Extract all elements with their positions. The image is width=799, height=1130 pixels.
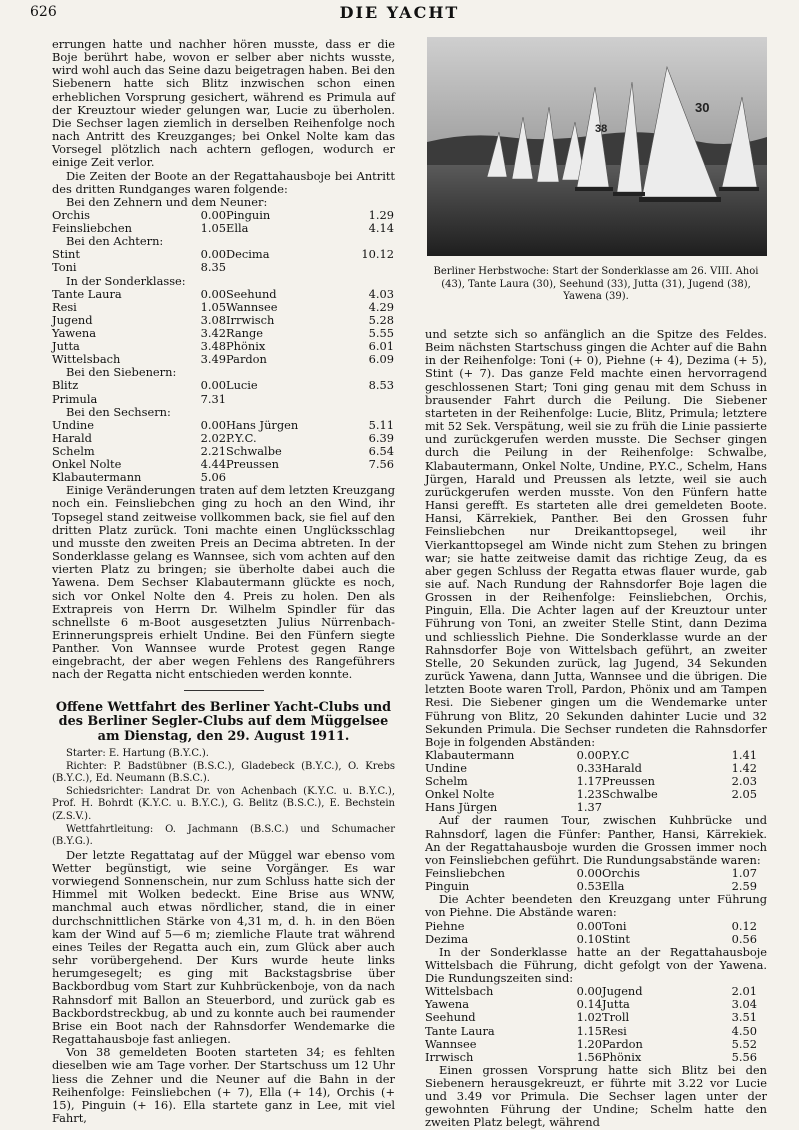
boat-name [226,393,332,406]
table-row [52,393,394,406]
boat-name: P.Y.C. [226,430,257,445]
boat-name: Schwalbe [602,787,658,802]
boat-name: Jutta [602,997,630,1012]
left-paragraph-3: Der letzte Regattatag auf der Müggel war ebenso vom Wetter begünstigt, wie seine Vorgänger. Es war vorwiegend Sonnenschein, nur zum Schluss hatte sich der Himmel mit Wolken bedeckt. Eine Brise aus WNW, manchmal auch etwas nördlicher, stand, die in einer durchschnittlichen Stärke von 4,31 m, d. h. in den Böen kam der Wind auf 5—6 m; ziemliche Flaute trat während eines Teiles der Regatta auch ein, zum Glück aber auch sehr vorübergehend. Der Kurs wurde heute links herumgesegelt; es ging mit Backstagsbrise über Backbordbug vom Start zur Kuhbrückenboje, von da nach Rahnsdorf mit Ballon an Steuerbord, und zurück gab es Backbordstreckbug, ab und zu konnte auch bei raumender Brise ein Boot nach der Rahnsdorfer Wendemarke die Regattahausboje fast anliegen. [52,847,395,1047]
table-row [52,419,394,432]
results-table [52,419,394,484]
results-table [52,288,394,367]
sechser-distances-table [425,749,767,814]
time-value: 0.00 [200,286,226,301]
boat-name: Irrwisch [425,1049,474,1064]
boat-name: Yawena [52,326,97,340]
time-value: 0.00 [200,378,226,393]
results-table [425,867,757,893]
right-paragraph-5: Einen grossen Vorsprung hatte sich Blitz bei den Siebenern herausgekreuzt, er führte mit 3.22 vor Lucie und 3.49 vor Primula. Die Sechser lagen unter der gewohnten Führung der Undine; Schelm hatte den zweiten Platz belegt, während [425,1062,767,1130]
boat-name: Wannsee [226,299,278,314]
time-value: 1.02 [576,1010,602,1025]
boat-name: Phönix [226,339,266,354]
results-table [52,379,394,405]
sailboats-image [427,37,767,256]
right-column [425,328,767,1130]
table-row [52,301,394,314]
time-value: 10.12 [361,247,394,262]
boat-name: Stint [602,931,630,946]
time-value: 2.01 [731,984,757,999]
time-value: 0.10 [576,931,602,946]
boat-name: Ella [602,879,625,894]
time-value: 4.03 [368,286,394,301]
officials-schiedsrichter: Schiedsrichter: Landrat Dr. von Achenbach (K.Y.C. u. B.Y.C.), Prof. H. Bohrdt (K.Y.C. u. B.Y.C.), G. Belitz (B.S.C.), E. Bechstein (Z.S.V.). [52,785,395,823]
boat-name: Feinsliebchen [52,221,132,236]
time-value: 2.02 [200,430,226,445]
left-paragraph-4: Von 38 gemeldeten Booten starteten 34; es fehlten dieselben wie am Tage vorher. Der Startschuss um 12 Uhr liess die Zehner und die Neuner auf die Bahn in der Reihenfolge: Feinsliebchen (+ 7), Ella (+ 14), Orchis (+ 15), Pinguin (+ 16). Ella startete ganz in Lee, mit viel Fahrt, [52,1045,395,1125]
results-table [425,985,757,1064]
time-value: 6.09 [368,352,394,367]
boat-name: P.Y.C [602,748,630,762]
class-group-label: Bei den Zehnern und dem Neuner: [66,194,268,209]
right-paragraph-2: Auf der raumen Tour, zwischen Kuhbrücke und Rahnsdorf, lagen die Fünfer: Panther, Hansi, Kärrekiek. An der Regattahausboje wurden die Grossen immer noch von Feinsliebchen geführt. Die Rundungsabstände waren: [425,813,767,867]
time-value: 2.05 [731,787,757,802]
boat-name: Wannsee [425,1036,477,1051]
page-number: 626 [30,4,57,20]
boat-name: Resi [52,299,77,314]
time-value: 8.35 [200,260,226,275]
time-value: 3.49 [200,352,226,367]
boat-name: Klabautermann [425,748,515,762]
left-column [52,38,395,1125]
table-row [425,1051,757,1064]
boat-name: Troll [602,1010,630,1025]
time-value: 0.00 [576,748,602,762]
time-value: 0.00 [200,417,226,432]
time-value: 5.56 [731,1049,757,1064]
time-value: 3.42 [200,326,226,340]
time-value: 5.52 [731,1036,757,1051]
time-value: 1.42 [731,761,757,776]
boat-name: Tante Laura [425,1023,495,1038]
boat-name: Blitz [52,378,79,393]
time-value: 2.59 [731,879,757,894]
left-intro-paragraph: errungen hatte und nachher hören musste, dass er die Boje berührt habe, wovon er selber aber nichts wusste, wird wohl auch das Seine dazu beigetragen haben. Bei den Siebenern hatte sich Blitz inzwischen schon einen erheblichen Vorsprung gesichert, während es Primula auf der Kreuztour wieder gelungen war, Lucie zu überholen. Die Sechser lagen ziemlich in derselben Reihenfolge noch nach Antritt des Kreuzganges; bei Onkel Nolte kam das Vorsegel plötzlich nach achtern geflogen, wodurch er einige Zeit verlor. [52,37,395,170]
boat-name: Preussen [602,774,655,789]
boat-name: Wittelsbach [52,352,121,367]
time-value: 0.00 [200,208,226,223]
time-value: 7.31 [200,391,226,406]
class-group-label: Bei den Sechsern: [66,404,171,419]
time-value: 4.44 [200,457,226,472]
time-value: 2.03 [731,774,757,789]
table-row [52,261,394,274]
time-value: 1.20 [576,1036,602,1051]
boat-name: Resi [602,1023,627,1038]
boat-name: Stint [52,247,80,262]
officials-richter: Richter: P. Badstübner (B.S.C.), Gladebeck (B.Y.C.), O. Krebs (B.Y.C.), Ed. Neumann (B.S.C.). [52,760,395,785]
table-row [425,1025,757,1038]
achter-distances-table [425,920,767,946]
time-value: 1.56 [576,1049,602,1064]
time-value: 5.11 [368,417,394,432]
time-value: 0.00 [576,866,602,881]
boat-name: Pardon [226,352,267,367]
sonderklasse-times-table [425,985,767,1064]
boat-name: Primula [52,391,98,406]
boat-name: Hans Jürgen [425,800,498,815]
boat-name: Undine [425,761,467,776]
boat-name: Irrwisch [226,312,275,327]
time-value: 5.06 [200,470,226,485]
time-value: 6.01 [368,339,394,354]
boat-name: Phönix [602,1049,642,1064]
time-value: 4.50 [731,1023,757,1038]
right-paragraph-3: Die Achter beendeten den Kreuzgang unter Führung von Piehne. Die Abstände waren: [425,892,767,920]
time-value: 0.00 [200,247,226,262]
time-value: 1.05 [200,299,226,314]
officials-starter: Starter: E. Hartung (B.Y.C.). [66,748,209,760]
class-group-label: In der Sonderklasse: [66,273,186,288]
time-value [332,261,394,274]
times-tables [52,196,395,484]
time-value: 1.15 [576,1023,602,1038]
boat-name: Ella [226,221,249,236]
time-value: 0.00 [576,984,602,999]
time-value: 0.53 [576,879,602,894]
boat-name [226,261,332,274]
journal-title: DIE YACHT [339,3,460,22]
class-group-label: Bei den Siebenern: [66,365,177,380]
time-value: 3.04 [731,997,757,1012]
boat-name: Pinguin [226,208,271,223]
boat-name: Toni [52,260,77,275]
officials-wettfahrtleitung: Wettfahrtleitung: O. Jachmann (B.S.C.) und Schumacher (B.Y.G.). [52,823,395,848]
boat-name: Dezima [425,931,469,946]
boat-name: Preussen [226,457,279,472]
time-value: 7.56 [368,457,394,472]
right-paragraph-1: und setzte sich so anfänglich an die Spitze des Feldes. Beim nächsten Startschuss gingen die Achter auf die Bahn in der Reihenfolge: Toni (+ 0), Piehne (+ 4), Dezima (+ 5), Stint (+ 7). Das ganze Feld machte einen hervorragend geschlossenen Start; Toni ging genau mit dem Schuss in brausender Fahrt durch die Peilung. Die Siebener starteten in der Reihenfolge: Lucie, Blitz, Primula; letztere mit 52 Sek. Verspätung, weil sie zu früh die Linie passierte und zurückgerufen werden musste. Die Sechser gingen durch die Peilung in der Reihenfolge: Schwalbe, Klabautermann, Onkel Nolte, Undine, P.Y.C., Schelm, Hans Jürgen, Harald und Preussen als letzte, weil sie auch zurückgerufen werden musste. Von den Fünfern hatte Hansi gerefft. Es starteten alle drei gemeldeten Boote. Hansi, Kärrekiek, Panther. Bei den Grossen fuhr Feinsliebchen nur Dreikanttopsegel, weil ihr Vierkanttopsegel am Winde nicht zum Stehen zu bringen war; sie hatte zeitweise damit das richtige Zeug, da es aber gegen Schluss der Regatta etwas flauer wurde, gab sie auf. Nach Rundung der Rahnsdorfer Boje lagen die Grossen in der Reihenfolge: Feinsliebchen, Orchis, Pinguin, Ella. Die Achter lagen auf der Kreuztour unter Führung von Toni, an zweiter Stelle Stint, dann Dezima und schliesslich Piehne. Die Sonderklasse wurde an der Rahnsdorfer Boje von Wittelsbach geführt, an zweiter Stelle, 20 Sekunden zurück, lag Jugend, 34 Sekunden zurück Yawena, dann Jutta, Wannsee und die übrigen. Die letzten Boote waren Troll, Pardon, Phönix und am Tampen Resi. Die Siebener gingen um die Wendemarke unter Führung von Blitz, 20 Sekunden dahinter Lucie und 32 Sekunden Primula. Die Sechser rundeten die Rahnsdorfer Boje in folgenden Abständen: [425,327,767,749]
boat-name: Jugend [602,984,643,999]
results-table [52,248,394,274]
boat-name: Pardon [602,1036,643,1051]
photo-caption: Berliner Herbstwoche: Start der Sonderklasse am 26. VIII. Ahoi (43), Tante Laura (30), Seehund (33), Jutta (31), Jugend (38), Yawena (39). [433,266,759,302]
class-group-label: Bei den Achtern: [66,234,164,249]
grossen-distances-table [425,867,767,893]
boat-name: Orchis [602,866,640,881]
boat-name: Decima [226,247,270,262]
boat-name: Seehund [226,286,277,301]
boat-name: Wittelsbach [425,984,494,999]
boat-name: Harald [602,761,642,776]
time-value: 0.56 [731,931,757,946]
time-value [332,393,394,406]
boat-name: Schwalbe [226,443,282,458]
time-value: 1.17 [576,774,602,789]
boat-name: Schelm [425,774,468,789]
table-row [425,1011,757,1024]
time-value: 1.37 [576,800,602,815]
time-value: 0.12 [731,918,757,933]
time-value: 1.23 [576,787,602,802]
time-value: 1.41 [731,748,757,762]
boat-name: Pinguin [425,879,470,894]
boat-name: Seehund [425,1010,476,1025]
boat-name: Tante Laura [52,286,122,301]
section-divider [184,690,264,691]
boat-name: Yawena [425,997,470,1012]
time-value: 6.39 [368,430,394,445]
table-row [52,432,394,445]
boat-name: Lucie [226,378,258,393]
time-value: 0.00 [576,918,602,933]
boat-name: Orchis [52,208,90,223]
table-row [425,1038,757,1051]
time-value: 6.54 [368,443,394,458]
time-value: 1.29 [368,208,394,223]
boat-name: Toni [602,918,627,933]
boat-name: Undine [52,417,94,432]
sail-number-38: 38 [595,123,608,135]
time-value: 2.21 [200,443,226,458]
boat-name: Harald [52,430,92,445]
boat-name: Range [226,326,263,340]
sail-number-30: 30 [695,100,710,115]
table-row [425,920,757,933]
boat-name: Feinsliebchen [425,866,505,881]
regatta-photo [427,37,767,256]
boat-name: Hans Jürgen [226,417,299,432]
times-intro: Die Zeiten der Boote an der Regattahausboje bei Antritt des dritten Rundganges waren folgende: [52,168,395,196]
results-table [52,209,394,235]
boat-name: Piehne [425,918,465,933]
table-row [425,933,757,946]
left-paragraph-2: Einige Veränderungen traten auf dem letzten Kreuzgang noch ein. Feinsliebchen ging zu hoch an den Wind, ihr Topsegel stand zeitweise vollkommen back, sie fiel auf den dritten Platz zurück. Toni machte einen Unglücksschlag und musste den zweiten Preis an Decima abtreten. In der Sonderklasse gelang es Wannsee, sich vom achten auf den vierten Platz zu bringen; sie überholte dabei auch die Yawena. Dem Sechser Klabautermann glückte es noch, sich vor Onkel Nolte den 4. Preis zu holen. Den als Extrapreis von Herrn Dr. Wilhelm Spindler für das schnellste 6 m-Boot ausgesetzten Julius Nürrenbach-Erinnerungspreis erhielt Undine. Bei den Fünfern siegte Panther. Von Wannsee wurde Protest gegen Range eingebracht, der aber wegen Fehlens des Rangeführers nach der Regatta nicht entschieden werden konnte. [52,483,395,682]
boat-name: Klabautermann [52,470,142,485]
time-value: 4.29 [368,299,394,314]
time-value: 0.33 [576,761,602,776]
section-heading: Offene Wettfahrt des Berliner Yacht-Clubs und des Berliner Segler-Clubs auf dem Müggelsee am Dienstag, den 29. August 1911. [55,699,392,744]
boat-name: Jugend [52,312,93,327]
results-table [425,920,757,946]
time-value: 3.48 [200,339,226,354]
table-row [52,288,394,301]
time-value: 0.14 [576,997,602,1012]
boat-name: Onkel Nolte [425,787,495,802]
boat-name: Schelm [52,443,95,458]
table-row [52,379,394,392]
time-value: 5.28 [368,312,394,327]
time-value: 1.07 [731,866,757,881]
time-value: 4.14 [368,221,394,236]
time-value: 1.05 [200,221,226,236]
time-value: 8.53 [368,378,394,393]
right-paragraph-4: In der Sonderklasse hatte an der Regattahausboje Wittelsbach die Führung, dicht gefolgt von der Yawena. Die Rundungszeiten sind: [425,944,767,986]
time-value: 3.51 [731,1010,757,1025]
results-table [425,749,757,814]
time-value: 3.08 [200,312,226,327]
boat-name: Onkel Nolte [52,457,122,472]
boat-name: Jutta [52,339,80,354]
time-value: 5.55 [368,326,394,340]
